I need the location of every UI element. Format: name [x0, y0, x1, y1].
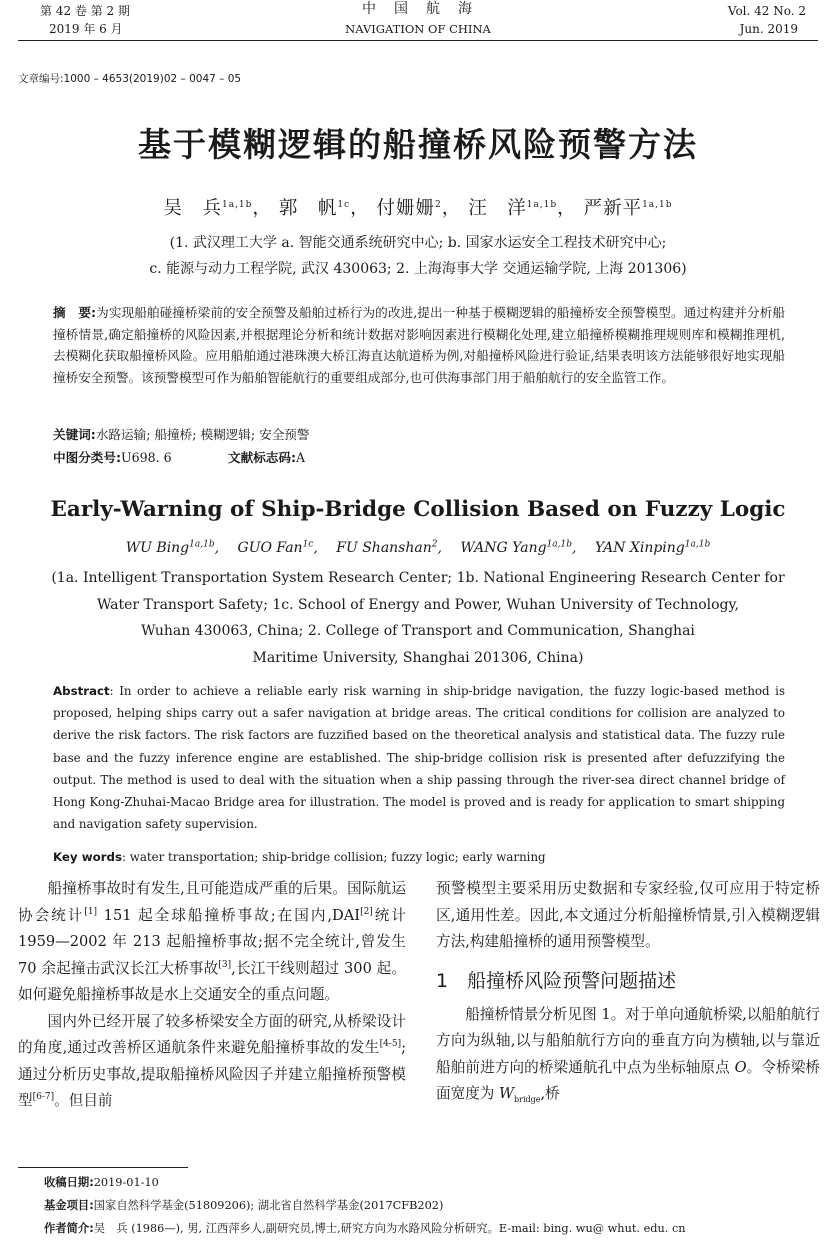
author-en: WANG Yang$^{1a,1b}$ [460, 539, 573, 556]
affiliation-line: Wuhan 430063, China; 2. College of Transport and Communication, Shanghai [141, 623, 695, 639]
body-paragraph: 预警模型主要采用历史数据和专家经验,仅可应用于特定桥区,通用性差。因此,本文通过分析船撞桥情景,引入模糊逻辑方法,构建船撞桥的通用预警模型。 [436, 880, 820, 950]
affiliations-cn [0, 230, 836, 282]
author-cn: 汪 洋$^{1a,1b}$ [468, 198, 558, 219]
clc-value: U698. 6 [121, 450, 172, 465]
affiliation-line: c. 能源与动力工程学院, 武汉 430063; 2. 上海海事大学 交通运输学院, 上海 201306) [149, 261, 687, 277]
doc-code-label: 文献标志码: [228, 450, 297, 465]
keywords-cn-text: 水路运输; 船撞桥; 模糊逻辑; 安全预警 [95, 427, 310, 442]
footnote-fund: 基金项目:国家自然科学基金(51809206); 湖北省自然科学基金(2017CFB202) [44, 1199, 444, 1212]
abstract-cn-text: 为实现船舶碰撞桥梁前的安全预警及船舶过桥行为的改进,提出一种基于模糊逻辑的船撞桥安全预警模型。通过构建并分析船撞桥情景,确定船撞桥的风险因素,并根据理论分析和统计数据对影响因素进行模糊化处理,建立船撞桥模糊推理规则库和模糊推理机,去模糊化获取船撞桥风险。应用船舶通过港珠澳大桥江海直达航道桥为例,对船撞桥风险进行验证,结果表明该方法能够很好地实现船撞桥安全预警。该预警模型可作为船舶智能航行的重要组成部分,也可供海事部门用于船舶航行的安全监管工作。 [53, 305, 785, 385]
header-journal-cn: 中 国 航 海 [362, 1, 474, 17]
abstract-en: Abstract: In order to achieve a reliable early risk warning in ship-bridge navigation, the fuzzy logic-based method is proposed, helping ships carry out a safer navigation at bridge areas. The critical conditions for collision are analyzed to derive the risk factors. The risk factors are fuzzified based on the theoretical analysis and statistical data. The fuzzy rule base and the fuzzy inference engine are established. The ship-bridge collision risk is presented after defuzzifying the output. The method is used to deal with the situation when a ship passing through the river-sea direct channel bridge of Hong Kong-Zhuhai-Macao Bridge area for illustration. The model is proved and is ready for application to smart shipping and navigation safety supervision. [53, 684, 785, 832]
header-date-en: Jun. 2019 [739, 22, 798, 36]
header-journal-en: NAVIGATION OF CHINA [345, 22, 491, 36]
body-paragraph: 船撞桥情景分析见图 1。对于单向通航桥梁,以船舶航行方向为纵轴,以与船舶航行方向的垂直方向为横轴,以与靠近船舶前进方向的桥梁通航孔中点为坐标轴原点 O。令桥梁桥面宽度为 $W_{bridge}$,桥 [436, 1005, 820, 1104]
affiliation-line: Maritime University, Shanghai 201306, China) [252, 649, 584, 666]
author-cn: 郭 帆$^{1c}$ [278, 198, 351, 219]
citation[interactable]: [4-5] [379, 1039, 402, 1050]
header-volume-en: Vol. 42 No. 2 [727, 4, 806, 18]
author-cn: 吴 兵$^{1a,1b}$ [163, 198, 253, 219]
doc-code-value: A [296, 450, 306, 465]
classification [53, 447, 172, 469]
header-date-cn: 2019 年 6 月 [49, 22, 123, 36]
affiliations-en [0, 565, 836, 671]
header-volume-cn: 第 42 卷 第 2 期 [40, 4, 130, 18]
author-cn: 付姗姗$^2$ [376, 198, 442, 219]
citation[interactable]: [2] [360, 906, 373, 917]
keywords-en-label: Key words [53, 850, 123, 864]
section-title: 船撞桥风险预警问题描述 [467, 969, 677, 992]
footnote-received: 收稿日期:2019-01-10 [44, 1176, 159, 1189]
body-left-column [18, 876, 406, 1115]
footnote-rule [18, 1167, 188, 1168]
body-paragraph: 船撞桥事故时有发生,且可能造成严重的后果。国际航运协会统计[1] 151 起全球船撞桥事故;在国内,DAI[2]统计 1959—2002 年 213 起船撞桥事故;据不完全统计,曾发生 70 余起撞击武汉长江大桥事故[3],长江干线则超过 300 起。如何避免船撞桥事故是水上交通安全的重点问题。 [18, 880, 406, 1003]
abstract-en-label: Abstract [53, 684, 110, 698]
authors-cn: 吴 兵$^{1a,1b}$， 郭 帆$^{1c}$， 付姗姗$^2$， 汪 洋$^{1a,1b}$， 严新平$^{1a,1b}$ [163, 198, 673, 219]
author-en: GUO Fan$^{1c}$ [237, 539, 314, 556]
keywords-en-text: water transportation; ship-bridge collision; fuzzy logic; early warning [129, 850, 546, 864]
authors-en: WU Bing$^{1a,1b}$, GUO Fan$^{1c}$, FU Shanshan$^2$, WANG Yang$^{1a,1b}$, YAN Xinping$^{1a,1b}$ [125, 539, 711, 556]
affiliation-line: (1. 武汉理工大学 a. 智能交通系统研究中心; b. 国家水运安全工程技术研究中心; [169, 235, 667, 251]
clc-label: 中图分类号: [53, 450, 122, 465]
body-paragraph: 国内外已经开展了较多桥梁安全方面的研究,从桥梁设计的角度,通过改善桥区通航条件来避免船撞桥事故的发生[4-5];通过分析历史事故,提取船撞桥风险因子并建立船撞桥预警模型[6-7]。但目前 [18, 1012, 406, 1109]
abstract-en-text: In order to achieve a reliable early risk warning in ship-bridge navigation, the fuzzy logic-based method is proposed, helping ships carry out a safer navigation at bridge areas. The critical conditions for collision are analyzed to derive the risk factors. The risk factors are fuzzified based on the theoretical analysis and statistical data. The fuzzy rule base and the fuzzy inference engine are established. The ship-bridge collision risk is presented after defuzzifying the output. The method is used to deal with the situation when a ship passing through the river-sea direct channel bridge of Hong Kong-Zhuhai-Macao Bridge area for illustration. The model is proved and is ready for application to smart shipping and navigation safety supervision. [53, 684, 785, 832]
affiliation-line: (1a. Intelligent Transportation System Research Center; 1b. National Engineering Research Center for [51, 570, 785, 586]
section-number: 1 [436, 969, 449, 992]
document-code [228, 447, 305, 469]
keywords-cn-label: 关键词: [53, 427, 96, 442]
keywords-en: Key words: water transportation; ship-bridge collision; fuzzy logic; early warning [53, 850, 546, 864]
citation[interactable]: [3] [218, 959, 232, 970]
article-number: 文章编号:1000 – 4653(2019)02 – 0047 – 05 [18, 73, 242, 85]
title-en: Early-Warning of Ship-Bridge Collision Based on Fuzzy Logic [50, 497, 786, 522]
section-heading [436, 966, 820, 996]
affiliation-line: Water Transport Safety; 1c. School of Energy and Power, Wuhan University of Technology, [96, 596, 740, 613]
abstract-cn [53, 302, 785, 388]
keywords-cn [53, 424, 309, 446]
author-en: WU Bing$^{1a,1b}$ [125, 539, 215, 556]
body-right-column [436, 876, 820, 1108]
footnote-author: 作者简介:吴 兵 (1986—), 男, 江西萍乡人,副研究员,博士,研究方向为水路风险分析研究。E-mail: bing. wu@ whut. edu. cn [44, 1222, 686, 1235]
header-rule [18, 40, 818, 41]
author-cn: 严新平$^{1a,1b}$ [583, 198, 673, 219]
abstract-cn-label: 摘 要: [53, 305, 97, 320]
citation[interactable]: [1] [84, 906, 98, 917]
title-cn: 基于模糊逻辑的船撞桥风险预警方法 [138, 125, 698, 164]
author-en: YAN Xinping$^{1a,1b}$ [594, 539, 711, 556]
citation[interactable]: [6-7] [32, 1092, 55, 1103]
author-en: FU Shanshan$^2$ [336, 539, 438, 556]
